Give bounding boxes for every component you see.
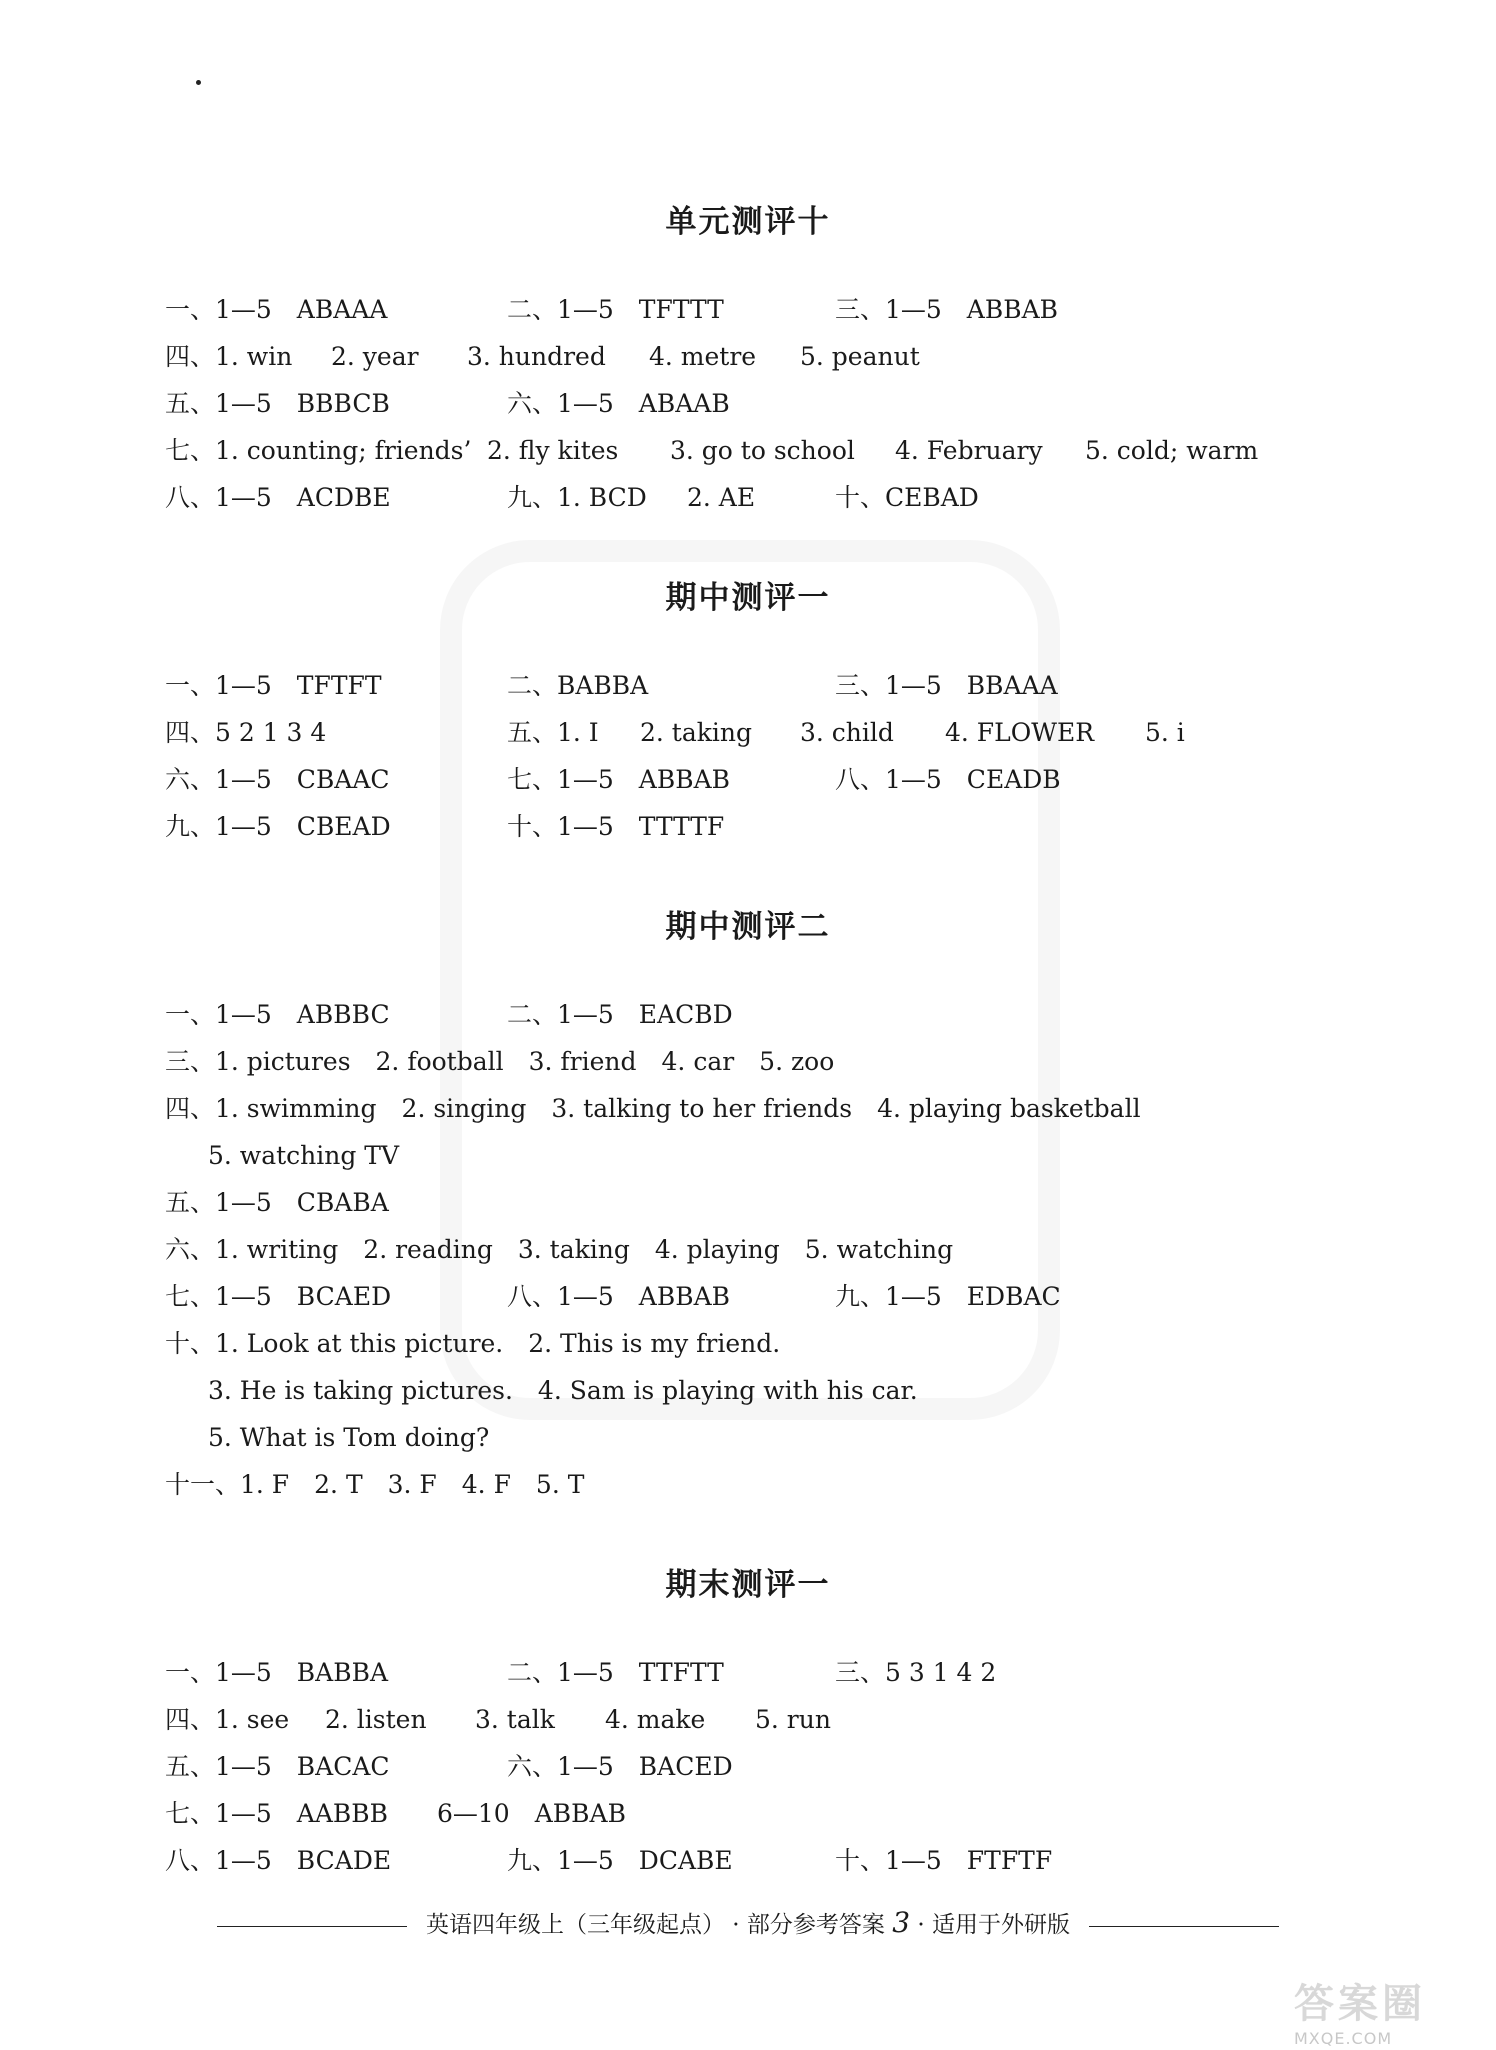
answer-item: 五、1—5 BACAC [165,1752,390,1781]
answer-item: 2. year [331,342,419,371]
answer-item: 5. peanut [800,342,920,371]
answer-item: 二、1—5 TTFTT [507,1658,724,1687]
answer-item: 七、1—5 BCAED [165,1282,392,1311]
answer-item: 五、1. I [507,718,599,747]
page-footer [0,1906,1496,1939]
answer-item: 3. hundred [467,342,606,371]
page-number: 3 [892,1906,911,1939]
answer-item: 十、CEBAD [835,483,979,512]
footer-rule-left [217,1926,407,1927]
answer-item: 九、1—5 DCABE [507,1846,733,1875]
answer-item: 三、1—5 BBAAA [835,671,1058,700]
answer-item: 四、1. swimming 2. singing 3. talking to her friends 4. playing basketball [165,1094,1141,1123]
answer-item: 八、1—5 ABBAB [507,1282,731,1311]
answer-item: 2. fly kites [487,436,619,465]
answer-item: 六、1. writing 2. reading 3. taking 4. playing 5. watching [165,1235,954,1264]
section-title: 单元测评十 [665,204,831,240]
footer-rule-right [1089,1926,1279,1927]
answer-item: 二、1—5 TFTTT [507,295,724,324]
logo-badge: 答案圈 [1294,1981,1426,2027]
answer-item: 十、1. Look at this picture. 2. This is my friend. [165,1329,781,1358]
answer-item: 2. AE [687,483,756,512]
answer-item: 4. metre [649,342,757,371]
answer-item: 六、1—5 ABAAB [507,389,730,418]
answer-item: 4. FLOWER [945,718,1095,747]
scan-dot [196,80,201,85]
answer-item: 九、1. BCD [507,483,647,512]
answer-item: 十、1—5 FTFTF [835,1846,1053,1875]
answer-item: 四、1. win [165,342,293,371]
answer-item: 5. cold; warm [1085,436,1259,465]
answer-item: 5. i [1145,718,1185,747]
section-title: 期中测评一 [665,580,831,616]
answer-item: 十一、1. F 2. T 3. F 4. F 5. T [165,1470,585,1499]
answer-item: 七、1—5 ABBAB [507,765,731,794]
answer-item: 四、5 2 1 3 4 [165,718,327,747]
answer-item: 八、1—5 CEADB [835,765,1061,794]
answer-item: 4. February [895,436,1043,465]
answer-item: 一、1—5 BABBA [165,1658,389,1687]
answer-item: 三、1—5 ABBAB [835,295,1059,324]
answer-item: 一、1—5 ABBBC [165,1000,390,1029]
footer-book-title: 英语四年级上（三年级起点） [425,1912,725,1938]
section-title: 期末测评一 [665,1567,831,1603]
answer-item: 二、BABBA [507,671,649,700]
answer-item: 八、1—5 BCADE [165,1846,392,1875]
answer-item: 六、1—5 BACED [507,1752,733,1781]
logo-site-url: MXQE.COM [1294,2029,1393,2048]
section-title: 期中测评二 [665,909,831,945]
answer-item: 四、1. see [165,1705,290,1734]
answer-item: 3. He is taking pictures. 4. Sam is playing with his car. [208,1376,918,1405]
answer-item: 5. run [755,1705,831,1734]
answer-item: 六、1—5 CBAAC [165,765,390,794]
answer-item: 6—10 ABBAB [437,1799,626,1828]
answer-item: 五、1—5 CBABA [165,1188,389,1217]
footer-section: · 部分参考答案 [732,1912,885,1938]
answer-item: 5. What is Tom doing? [208,1423,490,1452]
answer-item: 2. listen [325,1705,427,1734]
answer-item: 七、1. counting; friends’ [165,436,472,465]
answer-item: 二、1—5 EACBD [507,1000,733,1029]
answer-item: 5. watching TV [208,1141,400,1170]
answer-item: 一、1—5 ABAAA [165,295,388,324]
answer-item: 2. taking [640,718,752,747]
answer-item: 三、5 3 1 4 2 [835,1658,997,1687]
answer-item: 4. make [605,1705,706,1734]
answer-item: 3. go to school [670,436,855,465]
answer-item: 一、1—5 TFTFT [165,671,382,700]
footer-edition: · 适用于外研版 [917,1912,1070,1938]
answer-item: 十、1—5 TTTTF [507,812,725,841]
answer-item: 3. talk [475,1705,555,1734]
answer-item: 九、1—5 EDBAC [835,1282,1061,1311]
answer-item: 九、1—5 CBEAD [165,812,391,841]
answer-item: 八、1—5 ACDBE [165,483,391,512]
answer-item: 五、1—5 BBBCB [165,389,390,418]
answer-item: 3. child [800,718,894,747]
corner-site-logo [1294,1972,1484,2048]
answer-item: 三、1. pictures 2. football 3. friend 4. car 5. zoo [165,1047,835,1076]
answer-item: 七、1—5 AABBB [165,1799,389,1828]
